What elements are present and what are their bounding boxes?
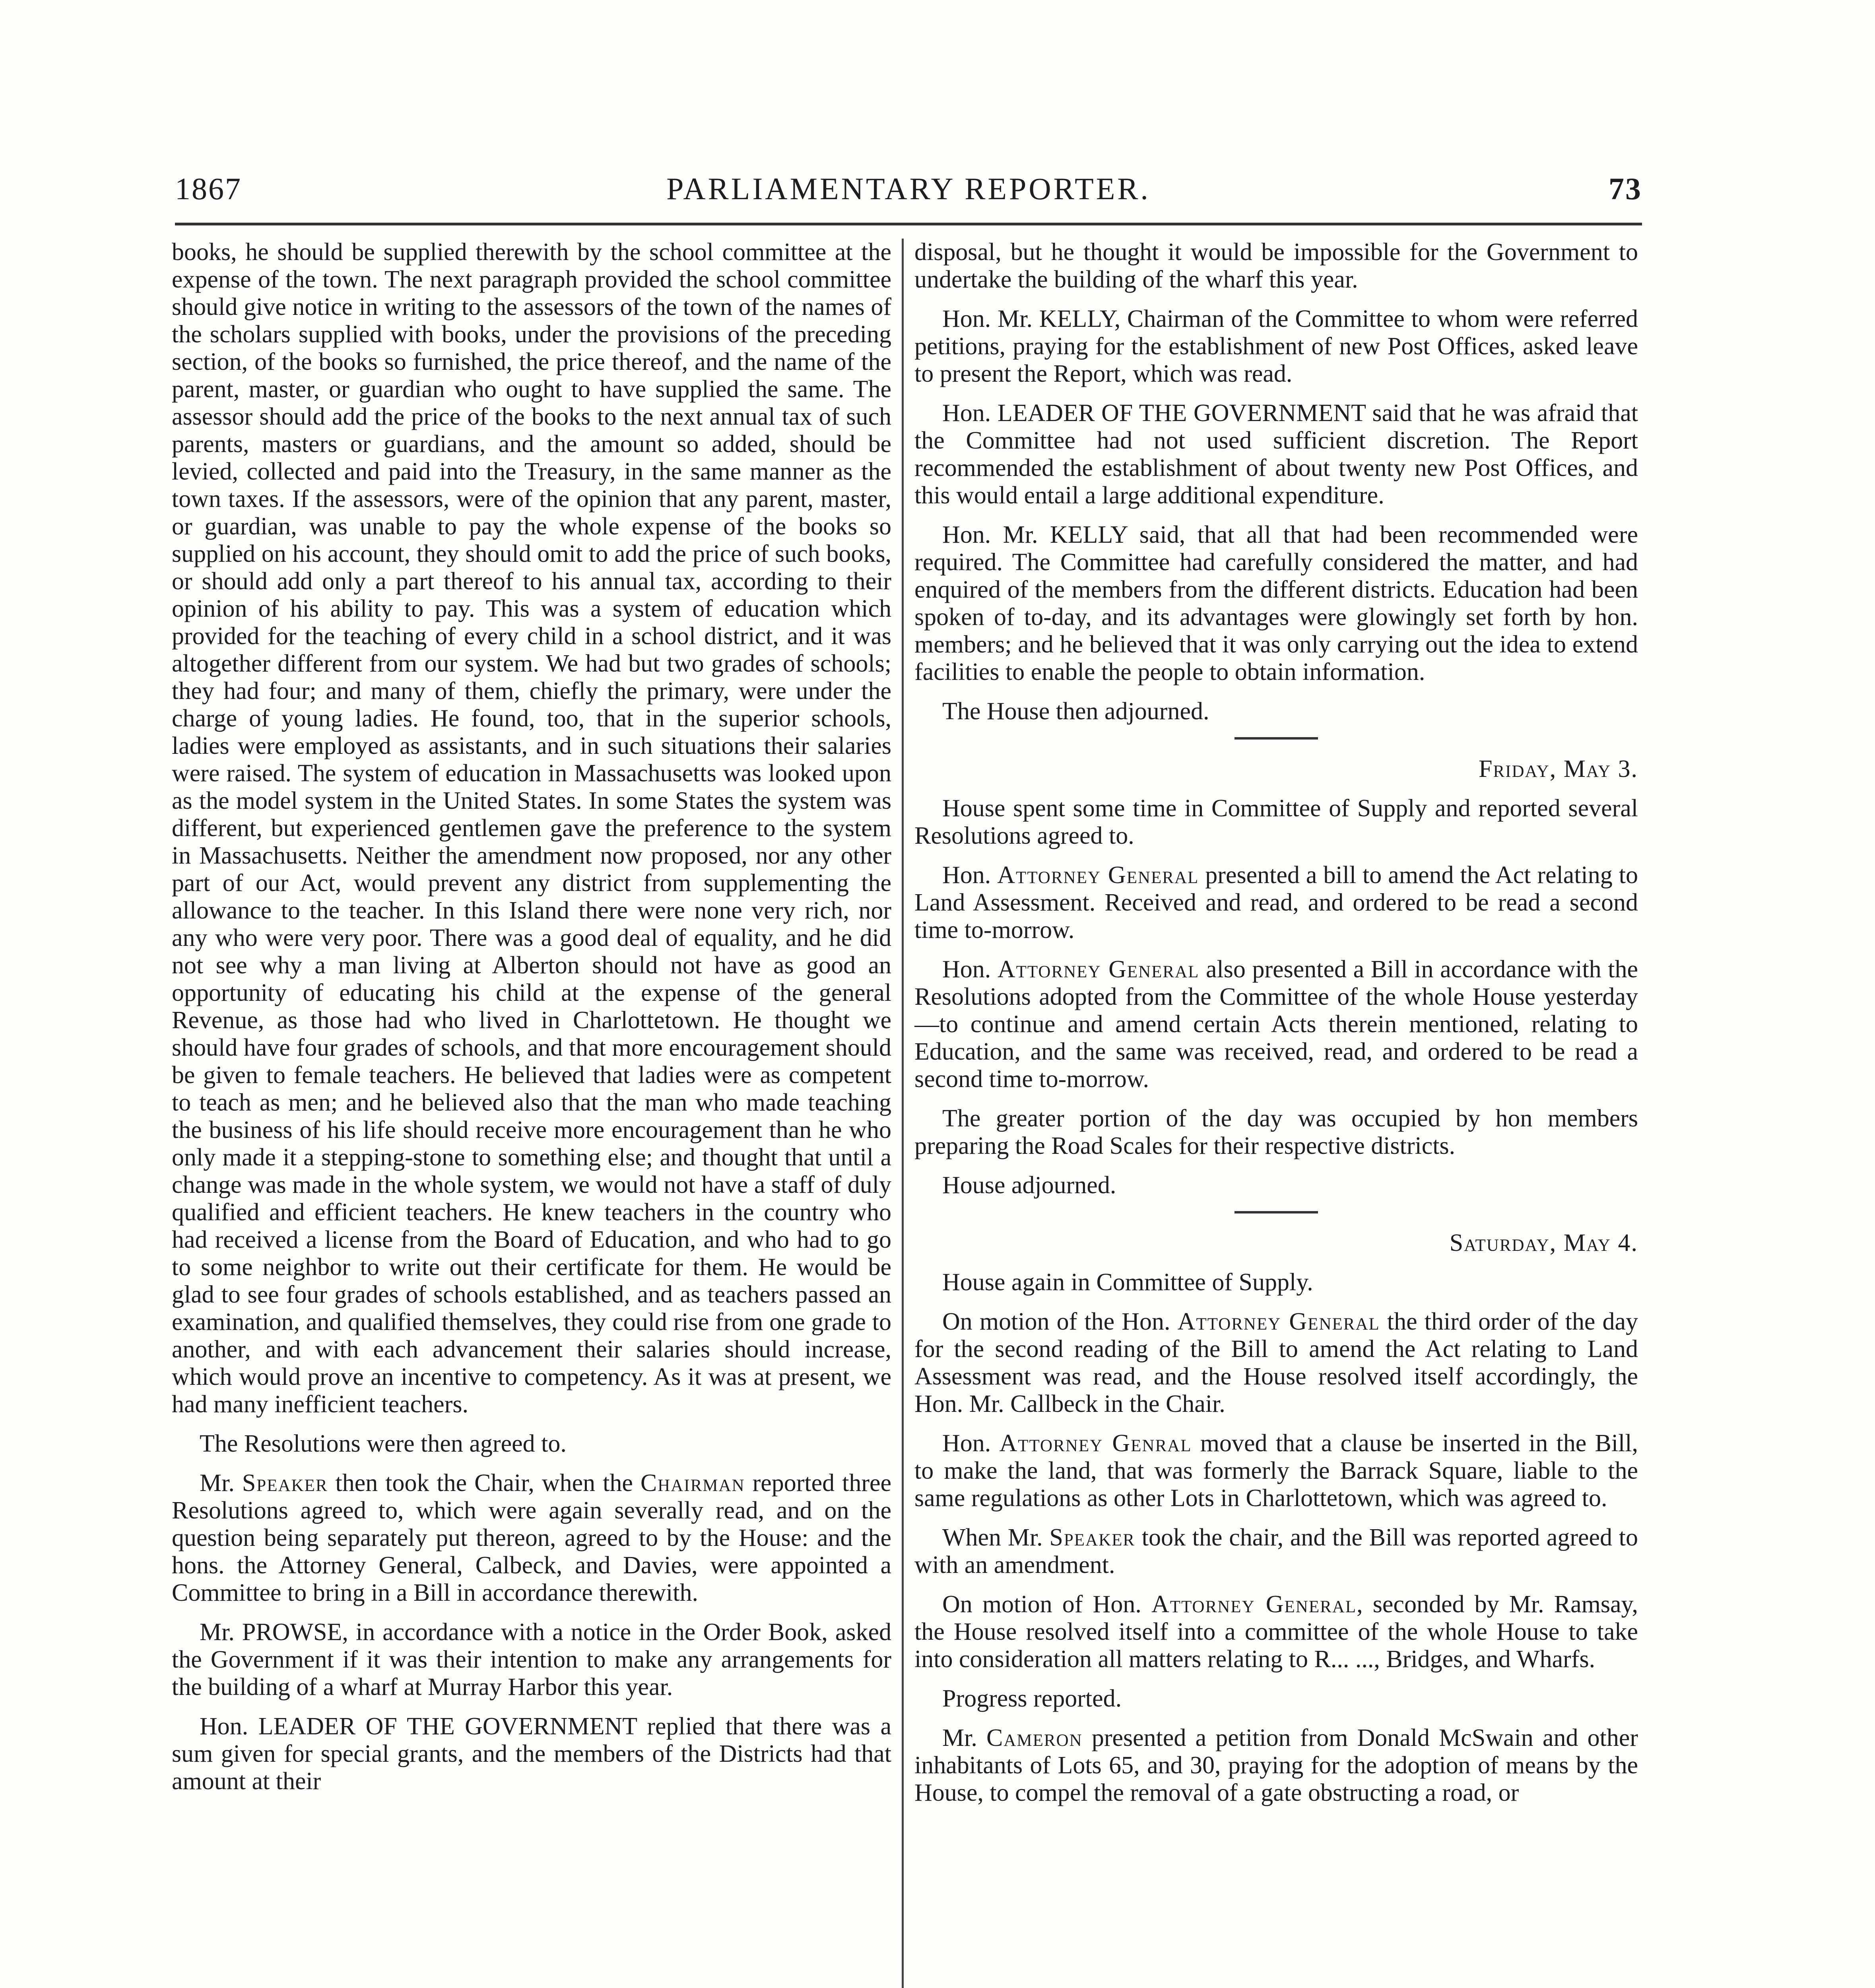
section-rule-1 [1234, 737, 1318, 740]
right-paragraph-15 [914, 1591, 1638, 1673]
header-year: 1867 [175, 171, 242, 206]
right-paragraph-5: The House then adjourned. [942, 698, 1209, 725]
section-rule-2 [1234, 1211, 1318, 1213]
right-paragraph-2: Hon. Mr. KELLY, Chairman of the Committee to whom were referred petitions, praying for the establishment of new Post Offices, asked leave to present the Report, which was read. [914, 305, 1638, 387]
left-p3-c: reported three Resolutions agreed to, which were again severally read, and on the question being separately put thereon, agreed to by the House: and the hons. the Attorney General, Calbeck, and Davies, were appointed a Committee to bring in a Bill in accordance therewith. [172, 1470, 891, 1606]
left-p3-a: Mr. [200, 1470, 242, 1497]
right-paragraph-7 [914, 862, 1638, 944]
date-saturday: Saturday, May 4. [1449, 1229, 1638, 1256]
right-paragraph-9: The greater portion of the day was occupied by hon members preparing the Road Scales for their respective districts. [914, 1105, 1638, 1159]
right-paragraph-3: Hon. LEADER OF THE GOVERNMENT said that he was afraid that the Committee had not used sufficient discretion. The Report recommended the establishment of about twenty new Post Offices, and this would entail a large additional expenditure. [914, 400, 1638, 509]
right-p12-a: On motion of the Hon. [942, 1308, 1178, 1335]
left-paragraph-3 [172, 1470, 891, 1607]
right-p8-a: Hon. [942, 956, 998, 983]
right-paragraph-16: Progress reported. [942, 1685, 1122, 1712]
right-p15-ag: Attorney General [1151, 1591, 1357, 1618]
right-p7-a: Hon. [942, 862, 998, 889]
right-paragraph-10: House adjourned. [942, 1172, 1116, 1199]
right-column [914, 239, 1638, 1988]
right-paragraph-17 [914, 1724, 1638, 1807]
right-p15-a: On motion of Hon. [942, 1591, 1151, 1618]
right-paragraph-11: House again in Committee of Supply. [942, 1269, 1313, 1296]
right-p17-a: Mr. [942, 1724, 987, 1751]
right-p12-ag: Attorney General [1177, 1308, 1380, 1335]
right-p12-b: the third order of the day for the second reading of the Bill to amend the Act relating to Land Assessment was read, and the House resolved itself accordingly, the Hon. Mr. Callbeck in the Chair. [914, 1308, 1638, 1417]
right-paragraph-12 [914, 1308, 1638, 1418]
right-p17-cameron: Cameron [986, 1724, 1083, 1751]
header-title: PARLIAMENTARY REPORTER. [666, 171, 1151, 206]
left-paragraph-1: books, he should be supplied therewith by the school committee at the expense of the town. The next paragraph provided the school committee should give notice in writing to the assessors of the town of the names of the scholars supplied with books, under the provisions of the preceding section, of the books so furnished, the price thereof, and the name of the parent, master, or guardian who ought to have supplied the same. The assessor should add the price of the books to the next annual tax of such parents, masters or guardians, and the amount so added, should be levied, collected and paid into the Treasury, in the same manner as the town taxes. If the assessors, were of the opinion that any parent, master, or guardian, was unable to pay the whole expense of the books so supplied on his account, they should omit to add the price of such books, or should add only a part thereof to his annual tax, according to their opinion of his ability to pay. This was a system of education which provided for the teaching of every child in a school district, and it was altogether different from our system. We had but two grades of schools; they had four; and many of them, chiefly the primary, were under the charge of young ladies. He found, too, that in the superior schools, ladies were employed as assistants, and in such situations their salaries were raised. The system of education in Massachusetts was looked upon as the model system in the United States. In some States the system was different, but experienced gentlemen gave the preference to the system in Massachusetts. Neither the amendment now proposed, nor any other part of our Act, would prevent any district from supplementing the allowance to the teacher. In this Island there were none very rich, nor any who were very poor. There was a good deal of equality, and he did not see why a man living at Alberton should not have as good an opportunity of educating his child at the expense of the general Revenue, as those had who lived in Charlottetown. He thought we should have four grades of schools, and that more encouragement should be given to female teachers. He believed that ladies were as competent to teach as men; and he believed also that the man who made teaching the business of his life should receive more encouragement than he who only made it a stepping-stone to something else; and thought that until a change was made in the whole system, we would not have a staff of duly qualified and efficient teachers. He knew teachers in the country who had received a license from the Board of Education, and who had to go to some neighbor to write out their certificate for them. He would be glad to see four grades of schools established, and as teachers passed an examination, and qualified themselves, they could rise from one grade to another, and with each advancement their salaries should increase, which would prove an incentive to competency. As it was at present, we had many inefficient teachers. [172, 239, 891, 1418]
right-p8-ag: Attorney General [997, 956, 1200, 983]
right-p14-a: When Mr. [942, 1524, 1050, 1551]
date-friday: Friday, May 3. [1479, 755, 1638, 782]
right-p13-b: moved that a clause be inserted in the Bill, to make the land, that was formerly the Barrack Square, liable to the same regulations as other Lots in Charlottetown, which was agreed to. [914, 1430, 1638, 1512]
left-column [172, 239, 891, 1988]
right-paragraph-14 [914, 1524, 1638, 1579]
right-p7-b: presented a bill to amend the Act relating to Land Assessment. Received and read, and ordered to be read a second time to-morrow. [914, 862, 1638, 944]
right-p14-speaker: Speaker [1049, 1524, 1135, 1551]
right-paragraph-6: House spent some time in Committee of Supply and reported several Resolutions agreed to. [914, 795, 1638, 849]
right-paragraph-1: disposal, but he thought it would be impossible for the Government to undertake the building of the wharf this year. [914, 239, 1638, 293]
right-paragraph-4: Hon. Mr. KELLY said, that all that had been recommended were required. The Committee had carefully considered the matter, and had enquired of the members from the different districts. Education had been spoken of to-day, and its advantages were glowingly set forth by hon. members; and he believed that it was only carrying out the idea to extend facilities to enable the people to obtain information. [914, 521, 1638, 685]
right-p15-b: , seconded by Mr. Ramsay, the House resolved itself into a committee of the whole House to take into consideration all matters relating to R... ..., Bridges, and Wharfs. [914, 1591, 1638, 1673]
running-head [175, 171, 1642, 215]
page-number: 73 [1609, 171, 1642, 206]
right-p13-ag: Attorney Genral [999, 1430, 1192, 1457]
right-p7-ag: Attorney General [997, 862, 1199, 889]
left-paragraph-5: Hon. LEADER OF THE GOVERNMENT replied that there was a sum given for special grants, and the members of the Districts had that amount at their [172, 1713, 891, 1795]
right-p13-a: Hon. [942, 1430, 1000, 1457]
right-p8-b: also presented a Bill in accordance with the Resolutions adopted from the Committee of the whole House yesterday—to continue and amend certain Acts therein mentioned, relating to Education, and the same was received, read, and ordered to be read a second time to-morrow. [914, 956, 1638, 1093]
right-p17-b: presented a petition from Donald McSwain and other inhabitants of Lots 65, and 30, praying for the adoption of means by the House, to compel the removal of a gate obstructing a road, or [914, 1724, 1638, 1806]
right-paragraph-13 [914, 1430, 1638, 1512]
left-p3-b: then took the Chair, when the [328, 1470, 641, 1497]
right-p14-b: took the chair, and the Bill was reported agreed to with an amendment. [914, 1524, 1638, 1578]
right-paragraph-8 [914, 956, 1638, 1093]
header-rule [175, 223, 1642, 225]
left-p3-speaker: Speaker [242, 1470, 328, 1497]
left-paragraph-4: Mr. PROWSE, in accordance with a notice in the Order Book, asked the Government if it was their intention to make any arrangements for the building of a wharf at Murray Harbor this year. [172, 1619, 891, 1701]
column-divider [902, 239, 904, 1988]
left-paragraph-2: The Resolutions were then agreed to. [200, 1430, 567, 1457]
left-p3-chairman: Chairman [640, 1470, 745, 1497]
